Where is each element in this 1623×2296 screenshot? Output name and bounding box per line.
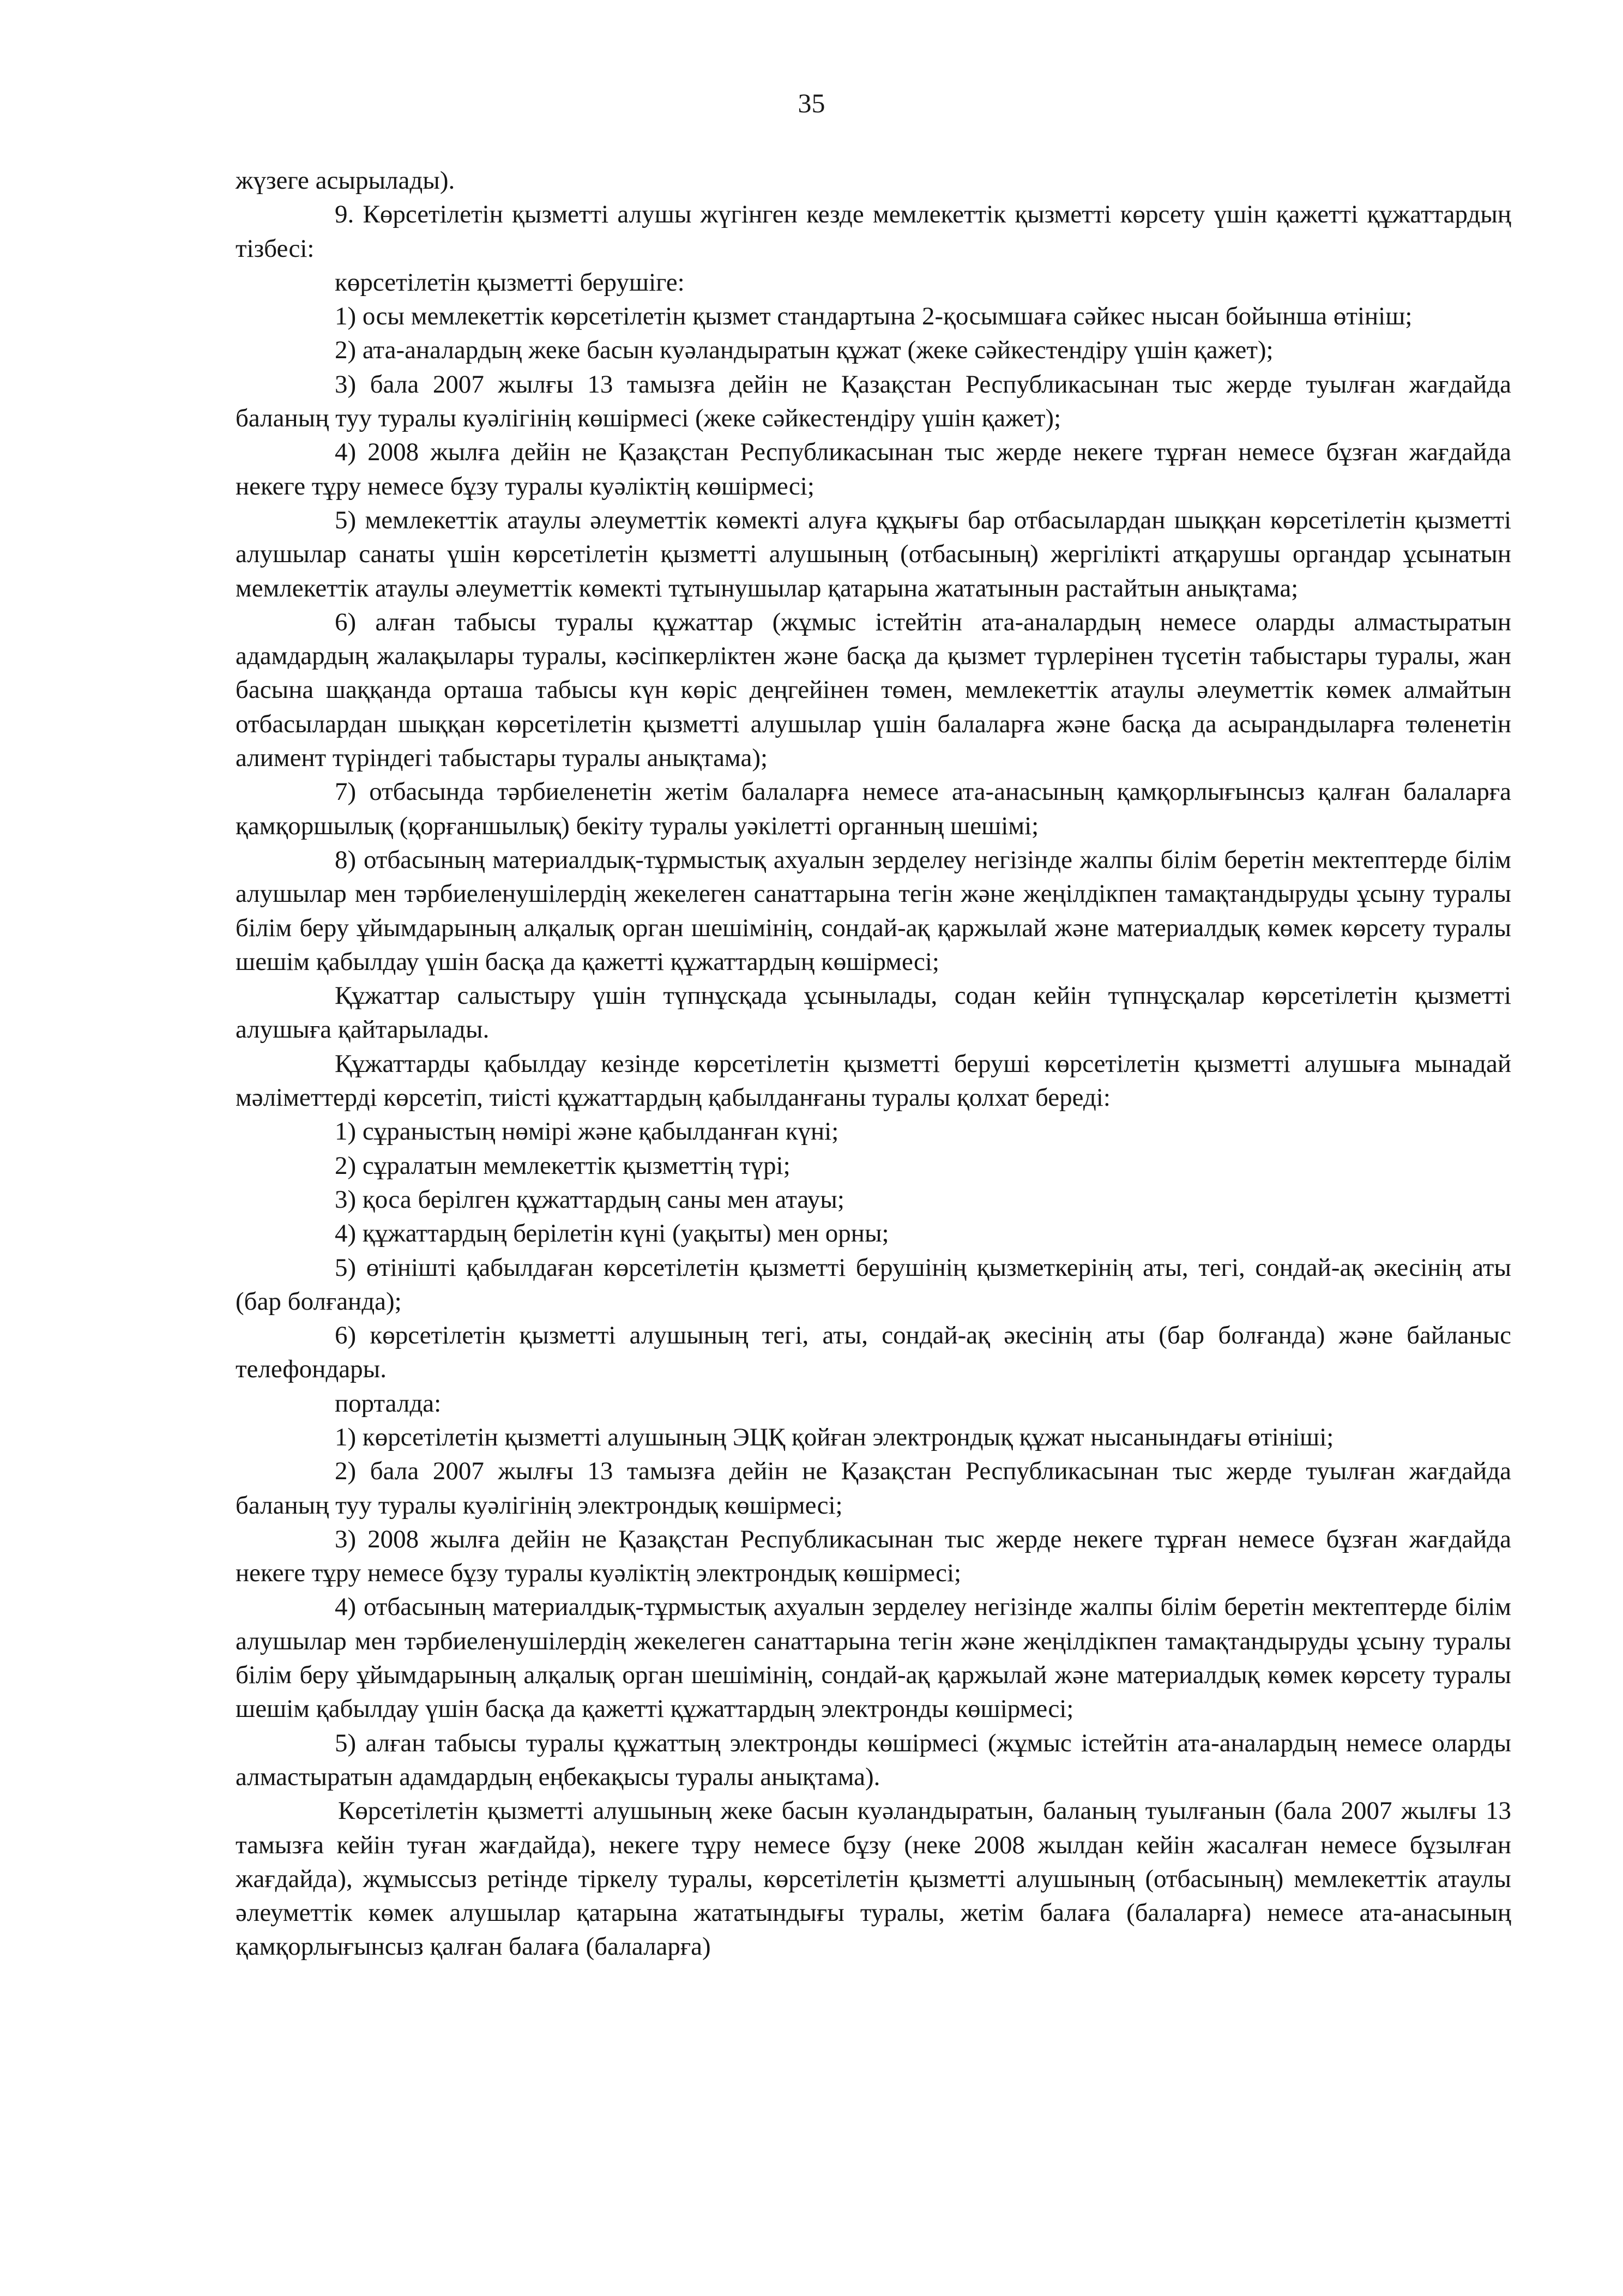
paragraph: 6) көрсетілетін қызметті алушының тегі, аты, сондай-ақ әкесінің аты (бар болғанда) және байланыс телефондары. xyxy=(236,1321,1511,1384)
paragraph: 2) сұралатын мемлекеттік қызметтің түрі; xyxy=(335,1151,791,1180)
paragraph: 5) мемлекеттік атаулы әлеуметтік көмекті алуға құқығы бар отбасылардан шыққан көрсетілетін қызметті алушылар санаты үшін көрсетілетін қызметті алушының (отбасының) жергілікті атқарушы органдар ұсынатын мемлекеттік атаулы әлеуметтік көмекті тұтынушылар қатарына жататынын растайтын анықтама; xyxy=(236,505,1511,602)
paragraph: 2) ата-аналардың жеке басын куәландыратын құжат (жеке сәйкестендіру үшін қажет); xyxy=(335,336,1274,365)
paragraph: 3) бала 2007 жылғы 13 тамызға дейін не Қазақстан Республикасынан тыс жерде туылған жағдайда баланың туу туралы куәлігінің көшірмесі (жеке сәйкестендіру үшін қажет); xyxy=(236,370,1511,433)
paragraph: 5) алған табысы туралы құжаттың электронды көшірмесі (жұмыс істейтін ата-аналардың немесе оларды алмастыратын адамдардың еңбекақысы туралы анықтама). xyxy=(236,1728,1511,1791)
paragraph: 2) бала 2007 жылғы 13 тамызға дейін не Қазақстан Республикасынан тыс жерде туылған жағдайда баланың туу туралы куәлігінің электрондық көшірмесі; xyxy=(236,1457,1511,1520)
paragraph: 3) 2008 жылға дейін не Қазақстан Республикасынан тыс жерде некеге тұрған немесе бұзған жағдайда некеге тұру немесе бұзу туралы куәліктің электрондық көшірмесі; xyxy=(236,1524,1511,1588)
paragraph: 3) қоса берілген құжаттардың саны мен атауы; xyxy=(335,1185,844,1214)
paragraph: Құжаттарды қабылдау кезінде көрсетілетін қызметті беруші көрсетілетін қызметті алушыға мынадай мәліметтерді көрсетіп, тиісті құжаттардың қабылданғаны туралы қолхат береді: xyxy=(236,1049,1511,1112)
paragraph: 4) 2008 жылға дейін не Қазақстан Республикасынан тыс жерде некеге тұрған немесе бұзған жағдайда некеге тұру немесе бұзу туралы куәліктің көшірмесі; xyxy=(236,438,1511,501)
paragraph: жүзеге асырылады). xyxy=(236,166,455,195)
paragraph: Құжаттар салыстыру үшін түпнұсқада ұсынылады, содан кейін түпнұсқалар көрсетілетін қызметті алушыға қайтарылады. xyxy=(236,981,1511,1044)
page-number: 35 xyxy=(798,88,825,118)
paragraph: 6) алған табысы туралы құжаттар (жұмыс істейтін ата-аналардың немесе оларды алмастыратын адамдардың жалақылары туралы, кәсіпкерліктен және басқа да қызмет түрлерінен түсетін табыстары туралы, жан басына шаққанда орташа табысы күн көріс деңгейінен төмен, мемлекеттік атаулы әлеуметтік көмек алмайтын отбасылардан шыққан көрсетілетін қызметті алушылар үшін балаларға және басқа да асырандыларға төленетін алимент түріндегі табыстары туралы анықтама); xyxy=(236,607,1511,773)
paragraph: 4) отбасының материалдық-тұрмыстық ахуалын зерделеу негізінде жалпы білім беретін мектептерде білім алушылар мен тәрбиеленушілердің жекелеген санаттарына тегін және жеңілдікпен тамақтандыруды ұсыну туралы білім беру ұйымдарының алқалық орган шешімінің, сондай-ақ қаржылай және материалдық көмек көрсету туралы шешім қабылдау үшін басқа да қажетті құжаттардың электронды көшірмесі; xyxy=(236,1593,1511,1723)
paragraph: Көрсетілетін қызметті алушының жеке басын куәландыратын, баланың туылғанын (бала 2007 жылғы 13 тамызға кейін туған жағдайда), некеге тұру немесе бұзу (неке 2008 жылдан кейін жасалған немесе бұзылған жағдайда), жұмыссыз ретінде тіркелу туралы, көрсетілетін қызметті алушының (отбасының) мемлекеттік атаулы әлеуметтік көмек алушылар қатарына жататындығы туралы, жетім балаға (балаларға) немесе ата-анасының қамқорлығынсыз қалған балаға (балаларға) xyxy=(236,1797,1511,1961)
paragraph: 9. Көрсетілетін қызметті алушы жүгінген кезде мемлекеттік қызметті көрсету үшін қажетті құжаттардың тізбесі: xyxy=(236,200,1511,263)
paragraph: 8) отбасының материалдық-тұрмыстық ахуалын зерделеу негізінде жалпы білім беретін мектептерде білім алушылар мен тәрбиеленушілердің жекелеген санаттарына тегін және жеңілдікпен тамақтандыруды ұсыну туралы білім беру ұйымдарының алқалық орган шешімінің, сондай-ақ қаржылай және материалдық көмек көрсету туралы шешім қабылдау үшін басқа да қажетті құжаттардың көшірмесі; xyxy=(236,845,1511,976)
paragraph: 1) сұраныстың нөмірі және қабылданған күні; xyxy=(335,1117,839,1146)
paragraph: 5) өтінішті қабылдаған көрсетілетін қызметті берушінің қызметкерінің аты, тегі, сондай-ақ әкесінің аты (бар болғанда); xyxy=(236,1253,1511,1316)
paragraph: порталда: xyxy=(335,1389,442,1418)
paragraph: көрсетілетін қызметті берушіге: xyxy=(335,268,685,297)
paragraph: 1) көрсетілетін қызметті алушының ЭЦҚ қойған электрондық құжат нысанындағы өтініші; xyxy=(335,1423,1334,1451)
paragraph: 1) осы мемлекеттік көрсетілетін қызмет стандартына 2-қосымшаға сәйкес нысан бойынша өтініш; xyxy=(335,302,1413,331)
paragraph: 4) құжаттардың берілетін күні (уақыты) мен орны; xyxy=(335,1219,889,1248)
paragraph: 7) отбасында тәрбиеленетін жетім балаларға немесе ата-анасының қамқорлығынсыз қалған балаларға қамқоршылық (қорғаншылық) бекіту туралы уәкілетті органның шешімі; xyxy=(236,778,1511,840)
document-body xyxy=(236,164,1511,1964)
